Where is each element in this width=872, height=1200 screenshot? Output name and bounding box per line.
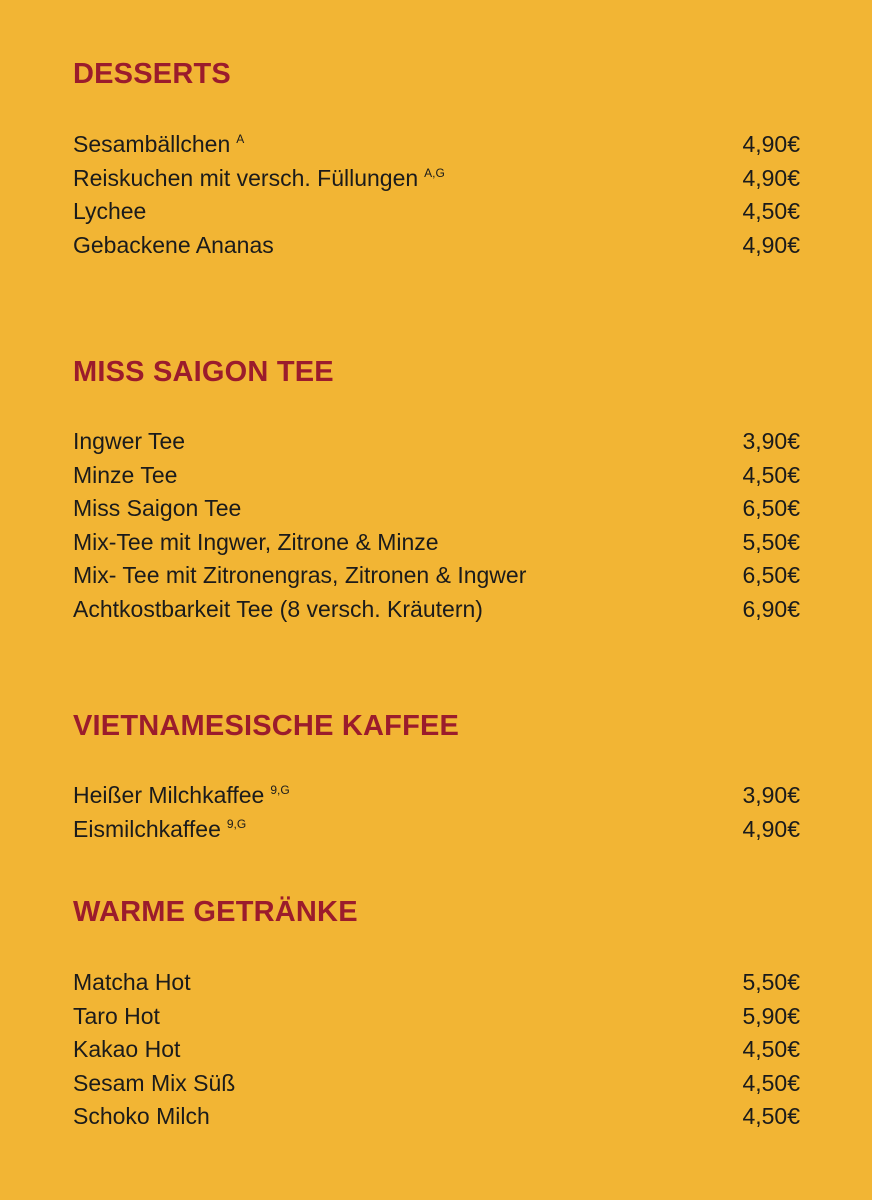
- section-desserts: [73, 57, 800, 262]
- item-name: Mix-Tee mit Ingwer, Zitrone & Minze: [73, 528, 439, 555]
- menu-item: [73, 1000, 800, 1034]
- item-name: Matcha Hot: [73, 969, 191, 995]
- menu-item: [73, 492, 800, 526]
- allergen-codes: A: [236, 132, 245, 147]
- item-list: [73, 128, 800, 262]
- item-price: 6,50€: [742, 562, 800, 588]
- allergen-codes: A,G: [424, 165, 445, 180]
- menu-item: [73, 526, 800, 560]
- section-title: DESSERTS: [73, 58, 231, 90]
- item-price: 4,50€: [742, 198, 800, 224]
- item-name: Mix- Tee mit Zitronengras, Zitronen & Ingwer: [73, 562, 527, 588]
- menu-item: [73, 425, 800, 459]
- item-price: 3,90€: [742, 782, 800, 808]
- item-price: 4,50€: [742, 1103, 800, 1129]
- item-name: Eismilchkaffee: [73, 815, 221, 842]
- menu-item: [73, 195, 800, 229]
- item-price: 4,50€: [742, 1069, 800, 1096]
- section-title: WARME GETRÄNKE: [73, 896, 358, 928]
- item-name: Sesam Mix Süß: [73, 1069, 236, 1096]
- allergen-codes: 9,G: [226, 816, 247, 831]
- menu-item: [73, 813, 800, 847]
- item-name: Ingwer Tee: [73, 428, 186, 454]
- item-price: 4,90€: [742, 231, 800, 258]
- item-name: Lychee: [73, 198, 147, 224]
- item-name: Gebackene Ananas: [73, 231, 274, 258]
- item-price: 4,90€: [742, 131, 800, 157]
- menu-item: [73, 162, 800, 196]
- item-price: 4,90€: [742, 164, 800, 191]
- item-list: [73, 966, 800, 1134]
- menu-item: [73, 779, 800, 813]
- section-miss-saigon-tee: [73, 355, 800, 626]
- item-name: Taro Hot: [73, 1002, 160, 1029]
- section-title: VIETNAMESISCHE KAFFEE: [73, 710, 460, 742]
- item-name: Reiskuchen mit versch. Füllungen: [73, 164, 419, 191]
- item-name: Sesambällchen: [73, 131, 231, 157]
- item-name: Achtkostbarkeit Tee (8 versch. Kräutern): [73, 595, 483, 622]
- section-title: MISS SAIGON TEE: [73, 356, 334, 388]
- menu-item: [73, 593, 800, 627]
- item-name: Minze Tee: [73, 461, 178, 488]
- item-list: [73, 779, 800, 846]
- menu-item: [73, 1033, 800, 1067]
- item-name: Miss Saigon Tee: [73, 495, 242, 521]
- item-price: 6,90€: [742, 595, 800, 622]
- item-price: 4,50€: [742, 461, 800, 488]
- item-price: 4,90€: [742, 815, 800, 842]
- item-list: [73, 425, 800, 626]
- menu-item: [73, 459, 800, 493]
- menu-item: [73, 966, 800, 1000]
- item-name: Kakao Hot: [73, 1036, 181, 1062]
- item-name: Heißer Milchkaffee: [73, 782, 265, 808]
- item-price: 3,90€: [742, 428, 800, 454]
- section-warme-getraenke: [73, 895, 800, 1134]
- item-price: 5,50€: [742, 969, 800, 995]
- allergen-codes: 9,G: [270, 783, 290, 798]
- menu-item: [73, 128, 800, 162]
- item-price: 6,50€: [742, 495, 800, 521]
- menu-item: [73, 559, 800, 593]
- item-name: Schoko Milch: [73, 1103, 210, 1129]
- item-price: 4,50€: [742, 1036, 800, 1062]
- item-price: 5,90€: [742, 1002, 800, 1029]
- menu-item: [73, 1067, 800, 1101]
- section-vietnamesische-kaffee: [73, 709, 800, 846]
- menu-item: [73, 229, 800, 263]
- item-price: 5,50€: [742, 528, 800, 555]
- menu-item: [73, 1100, 800, 1134]
